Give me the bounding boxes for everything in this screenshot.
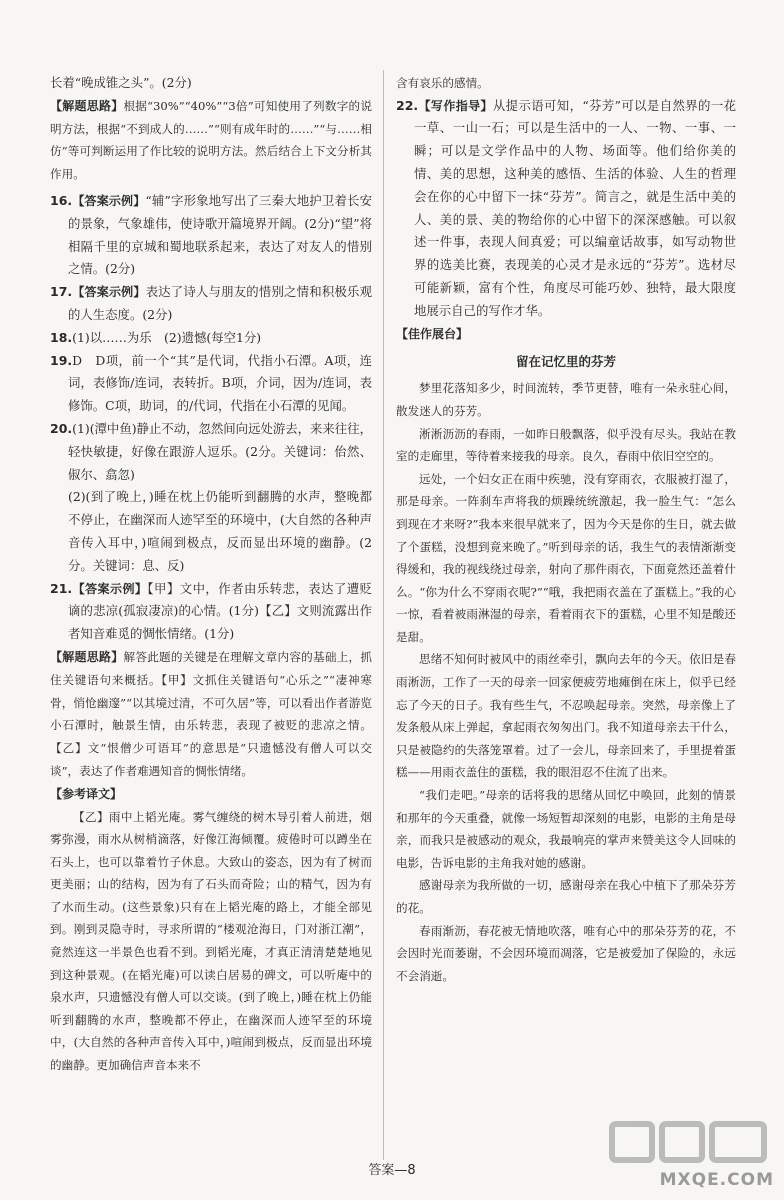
essay-paragraph: 淅淅沥沥的春雨，一如昨日般飘落，似乎没有尽头。我站在教室的走廊里，等待着来接我的母亲。良久，春雨中依旧空空的。 [396, 426, 736, 464]
writing-guide-text: 从提示语可知，“芬芳”可以是自然界的一花一草、一山一石；可以是生活中的一人、一物、一事、一瞬；可以是文学作品中的人物、场面等。他们给你美的情、美的思想，这种美的感悟、生活的体验、人生的哲理会在你的心中留下一抹“芬芳”。简言之，就是生活中美的人、美的景、美的物给你的心中留下的深深感触。可以叙述一件事，表现人间真爱；可以编童话故事，如写动物世界的选美比赛，表现美的心灵才是永远的“芬芳”。选材尽可能新颖，富有个性，角度尽可能巧妙、独特，最大限度地展示自己的写作才华。 [414, 97, 736, 318]
translation-heading [50, 783, 372, 806]
watermark-text: MXQE.COM [659, 1170, 774, 1190]
essay-paragraph: 春雨渐沥，春花被无情地吹落，唯有心中的那朵芬芳的花，不会因时光而萎谢，不会因环境而凋落，它是被爱加了保险的，永远不会消逝。 [396, 923, 736, 983]
question-16 [50, 190, 372, 281]
left-column [50, 72, 372, 1077]
question-number: 20. [50, 420, 73, 436]
essay-paragraph: 远处，一个妇女正在雨中疾驰，没有穿雨衣，衣服被打湿了，那是母亲。一阵刹车声将我的烦躁统统激起，我一脸生气：“怎么到现在才来呀?”我本来很早就来了，因为今天是你的生日，就去做了个蛋糕，没想到竟来晚了。”听到母亲的话，我生气的表情渐渐变得缓和，我的视线绕过母亲，射向了那件雨衣，下面竟然还盖着什么。“你为什么不穿雨衣呢?”“哦，我把雨衣盖在了蛋糕上。”我的心一惊，看着被雨淋湿的母亲，看着雨衣下的蛋糕，心里不知是酸还是甜。 [396, 471, 736, 644]
essay-title: 留在记忆里的芬芳 [515, 354, 616, 370]
answer-text: 表达了诗人与朋友的惜别之情和积极乐观的人生态度。(2分) [68, 284, 372, 322]
showcase-heading [396, 323, 736, 346]
analysis-text: 解答此题的关键是在理解文章内容的基础上，抓住关键语句来概括。【甲】文抓住关键语句“心乐之”“凄神寒骨，悄怆幽邃”“以其境过清，不可久居”等，可以看出作者游览小石潭时，触景生情，由乐转悲，表现了被贬的悲凉之情。【乙】文“恨僧少可语耳”的意思是“只遗憾没有僧人可以交谈”，表达了作者难遇知音的惆怅情绪。 [50, 649, 372, 778]
analysis-block-2 [50, 646, 372, 783]
question-17 [50, 281, 372, 327]
carryover-line: 长着“晚成锥之头”。(2分) [50, 75, 192, 90]
answer-text: (1)以……为乐 (2)遗憾(每空1分) [72, 329, 262, 345]
carryover-line: 含有哀乐的感情。 [396, 76, 489, 90]
question-number: 21. [50, 580, 73, 596]
question-number: 17. [50, 284, 73, 300]
translation-text: 【乙】雨中上韬光庵。雾气缠绕的树木导引着人前进，烟雾弥漫，雨水从树梢滴落，好像江海倾覆。疲倦时可以蹲坐在石头上，也可以靠着竹子休息。大致山的姿态，因为有了树而更美丽；山的结构，因为有了石头而奇险；山的精气，因为有了水而生动。(这些景象)只有在上韬光庵的路上，才能全部见到。刚到灵隐寺时，寻求所谓的“楼观沧海日，门对浙江潮”，竟然连这一半景色也看不到。到韬光庵，才真正清清楚楚地见到这种景观。(在韬光庵)可以读白居易的碑文，可以听庵中的泉水声，只遗憾没有僧人可以交谈。(到了晚上，)睡在枕上仍能听到翻腾的水声，整晚都不停止，在幽深而人迹罕至的环境中，(大自然的各种声音传入耳中，)喧闹到极点，反而显出环境的幽静。更加确信声音本来不 [50, 809, 372, 1073]
answer-text: “辅”字形象地写出了三秦大地护卫着长安的景象，气象雄伟，使诗歌开篇境界开阔。(2分)“望”将相隔千里的京城和蜀地联系起来，表达了对友人的惜别之情。(2分) [68, 192, 372, 277]
question-21 [50, 578, 372, 646]
right-column [396, 72, 736, 987]
writing-guide-tag: 【写作指导】 [418, 98, 493, 113]
analysis-tag: 【解题思路】 [50, 649, 124, 664]
answer-tag: 【答案示例】 [72, 285, 146, 300]
question-number: 22. [396, 97, 419, 113]
column-divider [383, 70, 384, 1160]
question-number: 16. [50, 192, 73, 208]
analysis-tag: 【解题思路】 [50, 98, 124, 113]
answer-tag: 【答案示例】 [72, 581, 148, 596]
essay-paragraph: 梦里花落知多少，时间流转，季节更替，唯有一朵永驻心间，散发迷人的芬芳。 [396, 381, 736, 418]
question-number: 19. [50, 352, 73, 368]
showcase-tag: 【佳作展台】 [396, 326, 469, 341]
essay-paragraph: 感谢母亲为我所做的一切，感谢母亲在我心中植下了那朵芬芳的花。 [396, 878, 736, 916]
essay-paragraph: “我们走吧。”母亲的话将我的思绪从回忆中唤回，此刻的情景和那年的今天重叠，就像一场短暂却深刻的电影，电影的主角是母亲，而我只是被感动的观众，我最响亮的掌声来赞美这令人回味的电影，告诉电影的主角我对她的感谢。 [396, 788, 736, 870]
answer-text: 【甲】文中，作者由乐转悲，表达了遭贬谪的悲凉(孤寂凄凉)的心情。(1分)【乙】文则流露出作者知音难觅的惆怅情绪。(1分) [68, 580, 372, 642]
answer-text-1: (1)(潭中鱼)静止不动，忽然间向远处游去，来来往往，轻快敏捷，好像在跟游人逗乐。(2分。关键词：佁然、俶尔、翕忽) [68, 420, 372, 482]
analysis-block-1 [50, 95, 372, 186]
analysis-text: 根据“30%”“40%”“3倍”可知使用了列数字的说明方法，根据“不到成人的……”“则有成年时的……”“与……相仿”等可判断运用了作比较的说明方法。然后结合上下文分析其作用。 [50, 98, 372, 182]
question-18 [50, 327, 372, 350]
answer-text: D D项，前一个“其”是代词，代指小石潭。A项，连词，表修饰/连词，表转折。B项，介词，因为/连词，表修饰。C项，助词，的/代词，代指在小石潭的见闻。 [68, 352, 372, 414]
question-20 [50, 418, 372, 486]
question-19 [50, 350, 372, 418]
essay-paragraph: 思绪不知何时被风中的雨丝牵引，飘向去年的今天。依旧是春雨淅沥，工作了一天的母亲一回家便疲劳地瘫倒在床上，似乎已经忘了今天的日子。我有些生气，不忍唤起母亲。突然，母亲像上了发条般从床上弹起，拿起雨衣匆匆出门。我不知道母亲去干什么，只是被隐约的失落笼罩着。过了一会儿，母亲回来了，手里提着蛋糕——用雨衣盖住的蛋糕，我的眼泪忍不住流了出来。 [396, 652, 736, 780]
question-number: 18. [50, 329, 73, 345]
question-22 [396, 95, 736, 323]
page-footer: 答案—8 [368, 1163, 416, 1178]
translation-tag: 【参考译文】 [50, 786, 123, 801]
answer-tag: 【答案示例】 [72, 193, 146, 208]
question-20-part-2: (2)(到了晚上，)睡在枕上仍能听到翻腾的水声，整晚都不停止，在幽深而人迹罕至的环境中，(大自然的各种声音传入耳中，)喧闹到极点，反而显出环境的幽静。(2分。关键词：息、反) [68, 489, 372, 573]
